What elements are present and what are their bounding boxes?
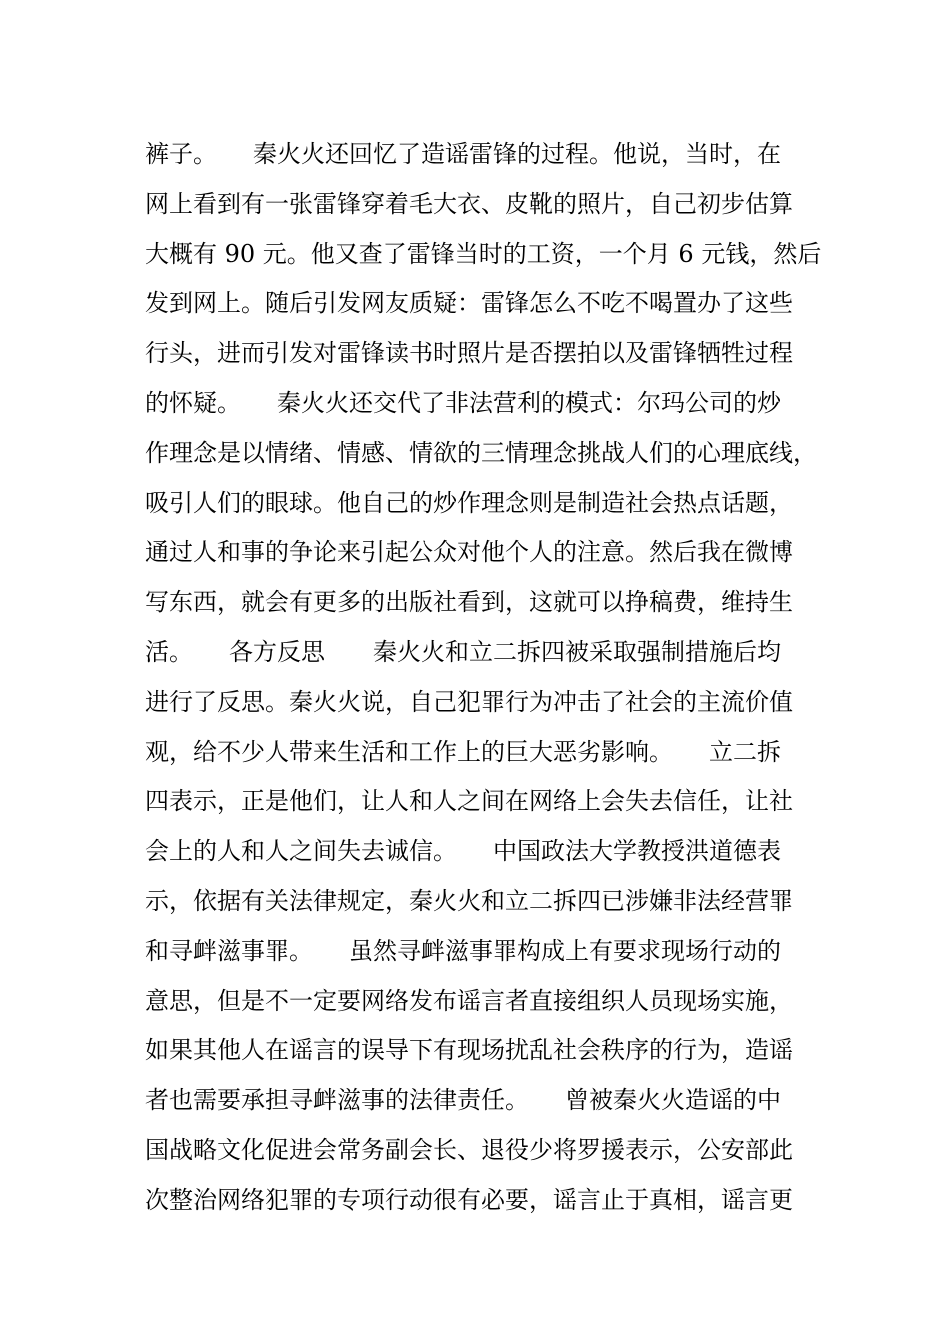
text-line: 作理念是以情绪、情感、情欲的三情理念挑战人们的心理底线， <box>145 438 817 467</box>
text-line: 大概有 90 元。他又查了雷锋当时的工资，一个月 6 元钱，然后 <box>145 239 822 268</box>
text-line: 通过人和事的争论来引起公众对他个人的注意。然后我在微博 <box>145 538 793 567</box>
body-text <box>145 130 822 1226</box>
text-line: 者也需要承担寻衅滋事的法律责任。 曾被秦火火造谣的中 <box>145 1086 781 1115</box>
text-line: 会上的人和人之间失去诚信。 中国政法大学教授洪道德表 <box>145 837 781 866</box>
text-line: 网上看到有一张雷锋穿着毛大衣、皮靴的照片，自己初步估算 <box>145 189 793 218</box>
text-line: 的怀疑。 秦火火还交代了非法营利的模式：尔玛公司的炒 <box>145 388 781 417</box>
text-line: 写东西，就会有更多的出版社看到，这就可以挣稿费，维持生 <box>145 588 793 617</box>
text-line: 进行了反思。秦火火说，自己犯罪行为冲击了社会的主流价值 <box>145 687 793 716</box>
text-line: 如果其他人在谣言的误导下有现场扰乱社会秩序的行为，造谣 <box>145 1036 793 1065</box>
text-line: 活。 各方反思 秦火火和立二拆四被采取强制措施后均 <box>145 637 781 666</box>
text-line: 吸引人们的眼球。他自己的炒作理念则是制造社会热点话题， <box>145 488 793 517</box>
text-line: 意思，但是不一定要网络发布谣言者直接组织人员现场实施， <box>145 986 793 1015</box>
text-line: 和寻衅滋事罪。 虽然寻衅滋事罪构成上有要求现场行动的 <box>145 936 781 965</box>
text-line: 次整治网络犯罪的专项行动很有必要，谣言止于真相，谣言更 <box>145 1185 793 1214</box>
text-line: 行头，进而引发对雷锋读书时照片是否摆拍以及雷锋牺牲过程 <box>145 339 793 368</box>
text-line: 发到网上。随后引发网友质疑：雷锋怎么不吃不喝置办了这些 <box>145 289 793 318</box>
text-line: 国战略文化促进会常务副会长、退役少将罗援表示，公安部此 <box>145 1135 793 1164</box>
text-line: 裤子。 秦火火还回忆了造谣雷锋的过程。他说，当时，在 <box>145 140 781 168</box>
text-line: 观，给不少人带来生活和工作上的巨大恶劣影响。 立二拆 <box>145 737 781 766</box>
text-line: 示，依据有关法律规定，秦火火和立二拆四已涉嫌非法经营罪 <box>145 886 793 915</box>
text-line: 四表示，正是他们，让人和人之间在网络上会失去信任，让社 <box>145 787 793 816</box>
